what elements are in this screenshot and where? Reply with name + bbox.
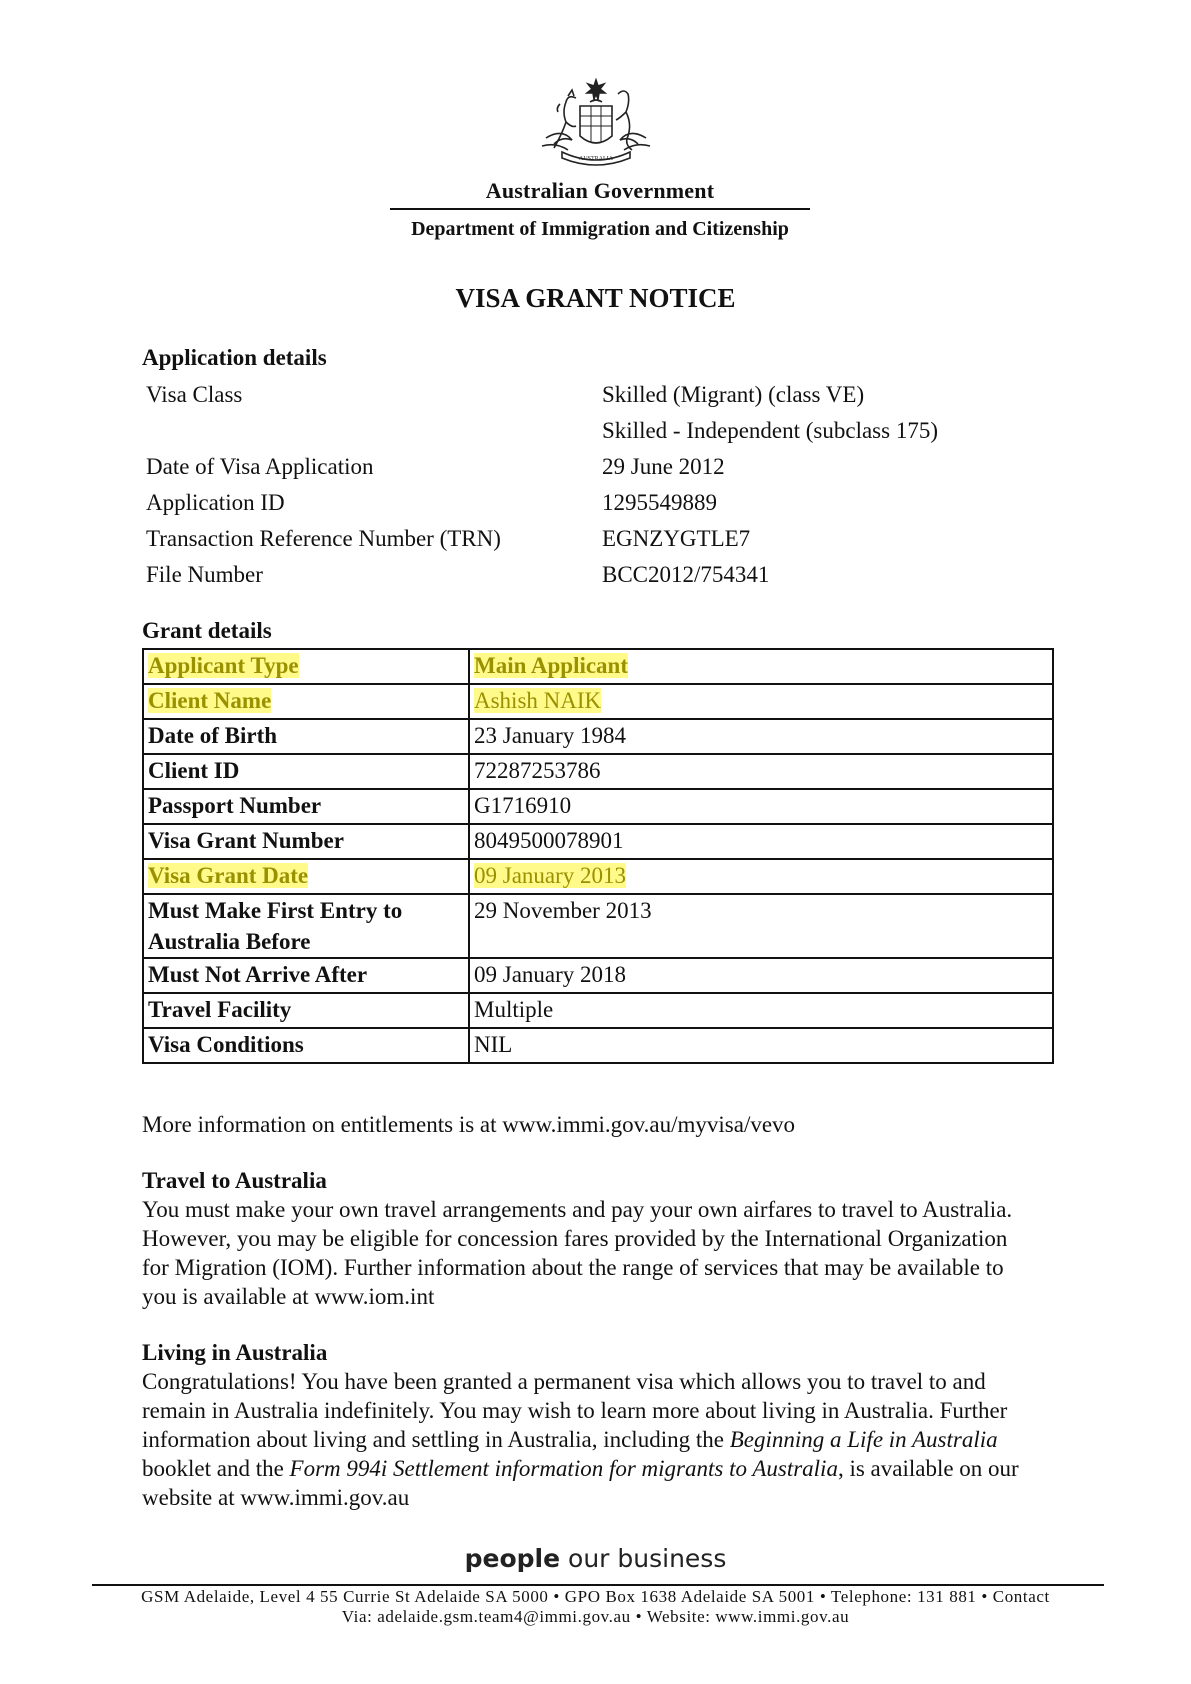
header-divider	[390, 208, 810, 210]
coat-of-arms-icon	[532, 78, 660, 170]
must-not-arrive-after-label: Must Not Arrive After	[143, 958, 469, 993]
footer-tagline	[0, 1544, 1191, 1573]
travel-facility-value: Multiple	[469, 993, 1053, 1028]
first-entry-value: 29 November 2013	[469, 894, 1053, 958]
footer-divider	[92, 1584, 1104, 1586]
file-number-row	[146, 557, 1066, 593]
must-not-arrive-after-value: 09 January 2018	[469, 958, 1053, 993]
highlight: Visa Grant Date	[148, 863, 309, 888]
living-line-4-tail: , is available on our	[837, 1456, 1019, 1481]
table-row	[143, 754, 1053, 789]
table-row	[143, 789, 1053, 824]
client-name-label	[143, 684, 469, 719]
visa-class-value-1: Skilled (Migrant) (class VE)	[602, 382, 865, 407]
date-of-birth-value: 23 January 1984	[469, 719, 1053, 754]
visa-class-value	[602, 377, 938, 449]
first-entry-label-line-1: Must Make First Entry to	[148, 898, 403, 923]
application-id-value: 1295549889	[602, 490, 717, 515]
footer-address	[80, 1587, 1111, 1627]
application-id-label: Application ID	[146, 490, 285, 515]
passport-number-value: G1716910	[469, 789, 1053, 824]
application-details	[146, 377, 1066, 593]
table-row	[143, 894, 1053, 958]
visa-grant-number-label: Visa Grant Number	[143, 824, 469, 859]
table-row	[143, 824, 1053, 859]
travel-line-4: you is available at www.iom.int	[142, 1284, 435, 1309]
svg-text:AUSTRALIA: AUSTRALIA	[579, 156, 613, 162]
applicant-type-value	[469, 649, 1053, 684]
travel-heading: Travel to Australia	[142, 1168, 327, 1193]
department-title: Department of Immigration and Citizenship	[411, 218, 789, 240]
travel-section	[142, 1166, 1062, 1311]
client-id-value: 72287253786	[469, 754, 1053, 789]
trn-value: EGNZYGTLE7	[602, 526, 751, 551]
application-date-label: Date of Visa Application	[146, 454, 374, 479]
living-heading: Living in Australia	[142, 1340, 328, 1365]
living-line-4	[142, 1454, 1062, 1483]
living-line-3-text: information about living and settling in Australia, including the	[142, 1427, 730, 1452]
client-name-value	[469, 684, 1053, 719]
government-title: Australian Government	[485, 178, 715, 203]
tagline-bold: people	[464, 1544, 561, 1573]
highlight: Ashish NAIK	[474, 688, 602, 713]
application-details-heading: Application details	[142, 345, 327, 370]
visa-conditions-value: NIL	[469, 1028, 1053, 1063]
form-title: Form 994i Settlement information for migrants to Australia	[289, 1456, 838, 1481]
trn-label: Transaction Reference Number (TRN)	[146, 526, 501, 551]
living-line-5: website at www.immi.gov.au	[142, 1485, 410, 1510]
living-line-3	[142, 1425, 1062, 1454]
booklet-title: Beginning a Life in Australia	[729, 1427, 998, 1452]
table-row	[143, 649, 1053, 684]
table-row	[143, 684, 1053, 719]
living-line-4-text: booklet and the	[142, 1456, 290, 1481]
entitlements-info: More information on entitlements is at www.immi.gov.au/myvisa/vevo	[142, 1112, 796, 1137]
visa-grant-date-value	[469, 859, 1053, 894]
highlight: 09 January 2013	[474, 863, 627, 888]
living-line-2: remain in Australia indefinitely. You may wish to learn more about living in Australia. Further	[142, 1398, 1008, 1423]
travel-facility-label: Travel Facility	[143, 993, 469, 1028]
document-title: VISA GRANT NOTICE	[455, 283, 736, 313]
table-row	[143, 859, 1053, 894]
first-entry-label-line-2: Australia Before	[148, 929, 311, 954]
first-entry-label	[143, 894, 469, 958]
file-number-label: File Number	[146, 562, 263, 587]
table-row	[143, 1028, 1053, 1063]
application-date-row	[146, 449, 1066, 485]
client-id-label: Client ID	[143, 754, 469, 789]
visa-class-label: Visa Class	[146, 382, 243, 407]
grant-details-table	[142, 648, 1054, 1064]
visa-class-row	[146, 377, 1066, 449]
travel-line-2: However, you may be eligible for concession fares provided by the International Organization	[142, 1226, 1008, 1251]
grant-details-heading: Grant details	[142, 618, 272, 643]
visa-grant-number-value: 8049500078901	[469, 824, 1053, 859]
file-number-value: BCC2012/754341	[602, 562, 770, 587]
highlight: Main Applicant	[474, 653, 629, 678]
visa-conditions-label: Visa Conditions	[143, 1028, 469, 1063]
trn-row	[146, 521, 1066, 557]
highlight: Applicant Type	[148, 653, 299, 678]
passport-number-label: Passport Number	[143, 789, 469, 824]
tagline-rest: our business	[560, 1544, 727, 1573]
living-section	[142, 1338, 1062, 1512]
table-row	[143, 958, 1053, 993]
table-row	[143, 719, 1053, 754]
date-of-birth-label: Date of Birth	[143, 719, 469, 754]
visa-class-value-2: Skilled - Independent (subclass 175)	[602, 418, 938, 443]
footer-line-2: Via: adelaide.gsm.team4@immi.gov.au • Website: www.immi.gov.au	[341, 1607, 850, 1626]
travel-line-3: for Migration (IOM). Further information about the range of services that may be available to	[142, 1255, 1004, 1280]
application-date-value: 29 June 2012	[602, 454, 725, 479]
applicant-type-label	[143, 649, 469, 684]
travel-line-1: You must make your own travel arrangements and pay your own airfares to travel to Australia.	[142, 1197, 1013, 1222]
visa-grant-date-label	[143, 859, 469, 894]
application-id-row	[146, 485, 1066, 521]
living-line-1: Congratulations! You have been granted a permanent visa which allows you to travel to and	[142, 1369, 986, 1394]
table-row	[143, 993, 1053, 1028]
footer-line-1: GSM Adelaide, Level 4 55 Currie St Adelaide SA 5000 • GPO Box 1638 Adelaide SA 5001 • Telephone: 131 881 • Contact	[141, 1587, 1050, 1606]
highlight: Client Name	[148, 688, 272, 713]
